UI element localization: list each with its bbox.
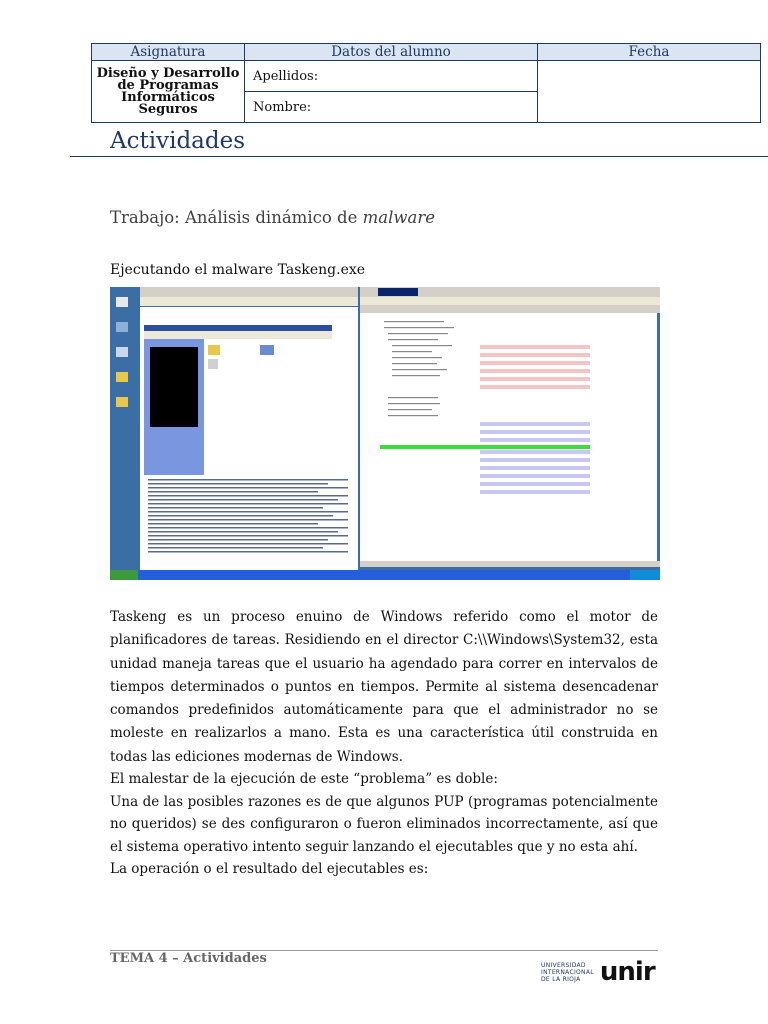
title-divider	[70, 156, 768, 157]
subject-name: Diseño y Desarrollo de Programas Informáticos Seguros	[92, 61, 245, 123]
page-subtitle	[110, 208, 435, 227]
problem-line: Una de las posibles razones es de que algunos PUP (programas potencialmente no queridos) se des configuraron o fueron eliminados incorrectamente, así que el sistema operativo intento seguir lanzando el ejecutables que y no esta ahí.	[110, 793, 658, 855]
malware-screenshot	[110, 287, 660, 580]
screenshot-graphic	[110, 287, 660, 580]
header-col-subject: Asignatura	[92, 44, 245, 61]
logo-university-name: UNIVERSIDAD INTERNACIONAL DE LA RIOJA	[541, 961, 594, 983]
header-col-date: Fecha	[538, 44, 761, 61]
header-col-student: Datos del alumno	[245, 44, 538, 61]
logo-wordmark: unir	[599, 957, 655, 987]
problem-line: La operación o el resultado del ejecutables es:	[110, 861, 429, 877]
screenshot-caption: Ejecutando el malware Taskeng.exe	[110, 262, 366, 278]
subtitle-emphasis: malware	[362, 208, 435, 227]
footer-label: TEMA 4 – Actividades	[110, 951, 267, 966]
date-field	[538, 61, 761, 123]
name-label: Nombre:	[245, 92, 538, 123]
problem-line: El malestar de la ejecución de este “problema” es doble:	[110, 771, 498, 787]
paragraph-problem	[110, 768, 658, 881]
header-table	[91, 43, 761, 123]
subtitle-prefix: Trabajo: Análisis dinámico de	[110, 208, 363, 227]
unir-logo	[541, 957, 655, 987]
page-title: Actividades	[110, 128, 246, 154]
paragraph-taskeng: Taskeng es un proceso enuino de Windows referido como el motor de planificadores de tareas. Residiendo en el director C:\\Windows\System32, esta unidad maneja tareas que el usuario ha agendado para correr en intervalos de tiempos determinados o puntos en tiempos. Permite al sistema desencadenar comandos predefinidos automáticamente para que el administrador no se moleste en realizarlos a mano. Esta es una característica útil construida en todas las ediciones modernas de Windows.	[110, 609, 658, 765]
surname-label: Apellidos:	[245, 61, 538, 92]
